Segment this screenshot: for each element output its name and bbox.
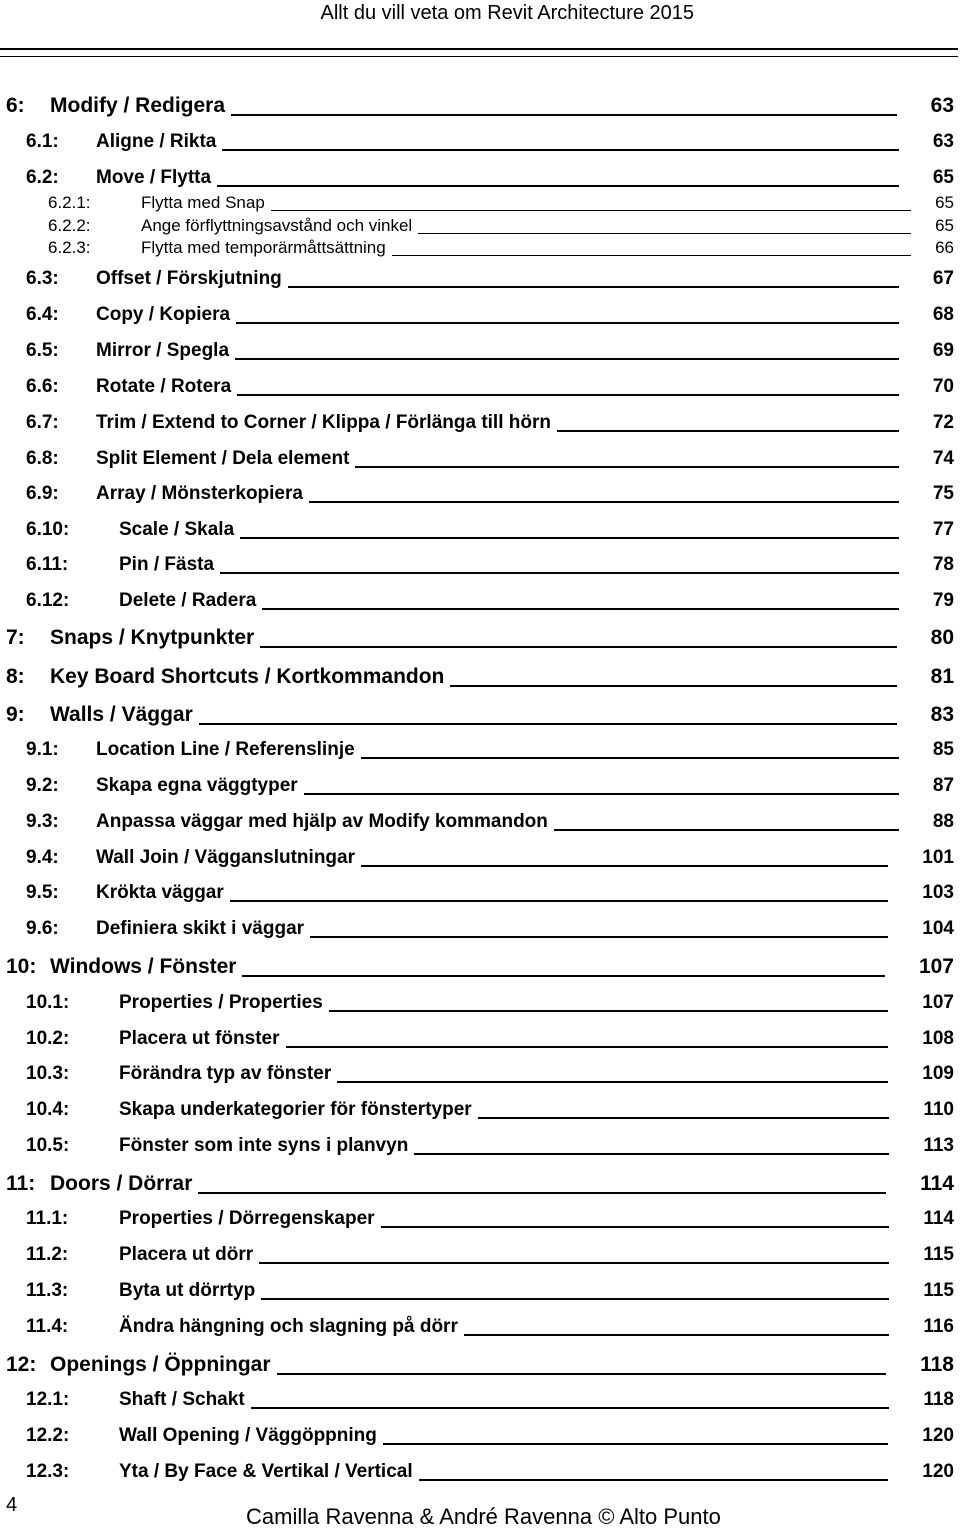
toc-leader-line — [271, 210, 911, 211]
toc-entry-title: Placera ut dörr — [119, 1244, 254, 1265]
toc-entry[interactable] — [0, 847, 954, 869]
toc-leader-line — [329, 1010, 889, 1012]
toc-entry[interactable] — [0, 167, 954, 189]
toc-entry-page: 65 — [935, 216, 954, 235]
toc-entry-title: Fönster som inte syns i planvyn — [119, 1135, 409, 1156]
toc-entry-page: 78 — [932, 554, 954, 575]
toc-leader-line — [304, 793, 899, 795]
toc-leader-line — [464, 1334, 890, 1336]
toc-entry-title: Offset / Förskjutning — [96, 268, 282, 289]
toc-leader-line — [231, 114, 897, 116]
toc-entry-page: 77 — [932, 519, 954, 540]
toc-leader-line — [478, 1117, 890, 1119]
toc-entry-title: Byta ut dörrtyp — [119, 1280, 256, 1301]
toc-entry-page: 80 — [930, 626, 954, 649]
toc-entry-page: 63 — [932, 131, 954, 152]
toc-leader-line — [310, 936, 888, 938]
toc-entry[interactable] — [0, 626, 954, 650]
toc-entry[interactable] — [0, 590, 954, 612]
toc-leader-line — [261, 1298, 889, 1300]
toc-entry[interactable] — [0, 1425, 954, 1447]
toc-entry[interactable] — [0, 340, 954, 362]
toc-leader-line — [286, 1046, 889, 1048]
page-number: 4 — [6, 1494, 18, 1516]
toc-leader-line — [277, 1373, 887, 1375]
toc-leader-line — [383, 1443, 888, 1445]
toc-entry[interactable] — [0, 1461, 954, 1483]
toc-entry-page: 101 — [922, 847, 954, 868]
toc-entry[interactable] — [0, 448, 954, 470]
toc-entry[interactable] — [0, 1028, 954, 1050]
toc-leader-line — [262, 608, 899, 610]
toc-entry-page: 104 — [922, 918, 954, 939]
toc-entry-title: Split Element / Dela element — [96, 448, 350, 469]
toc-leader-line — [361, 757, 899, 759]
toc-entry-title: Move / Flytta — [96, 167, 212, 188]
toc-leader-line — [355, 466, 898, 468]
toc-entry-number: 6.7: — [26, 412, 59, 433]
toc-entry-title: Trim / Extend to Corner / Klippa / Förlänga till hörn — [96, 412, 551, 433]
toc-entry-page: 103 — [922, 882, 954, 903]
toc-entry-number: 12.1: — [26, 1389, 70, 1410]
toc-entry[interactable] — [0, 1353, 954, 1377]
toc-entry-page: 118 — [923, 1389, 954, 1410]
toc-entry-number: 10.1: — [26, 992, 70, 1013]
toc-entry-page: 65 — [932, 167, 954, 188]
toc-entry-number: 9.6: — [26, 918, 59, 939]
toc-entry[interactable] — [0, 131, 954, 153]
toc-entry[interactable] — [0, 412, 954, 434]
toc-entry[interactable] — [0, 1172, 954, 1196]
toc-entry-number: 6.11: — [26, 554, 69, 575]
toc-entry-title: Location Line / Referenslinje — [96, 739, 355, 760]
toc-entry[interactable] — [0, 811, 954, 833]
toc-entry-title: Array / Mönsterkopiera — [96, 483, 303, 504]
toc-entry[interactable] — [0, 955, 954, 979]
toc-leader-line — [414, 1153, 889, 1155]
toc-entry[interactable] — [0, 376, 954, 398]
toc-leader-line — [381, 1226, 890, 1228]
toc-entry-title: Copy / Kopiera — [96, 304, 231, 325]
toc-entry-number: 7: — [6, 626, 25, 649]
toc-entry-number: 11.3: — [26, 1280, 69, 1301]
toc-entry-page: 115 — [923, 1280, 954, 1301]
toc-entry-number: 6.2.3: — [48, 238, 91, 257]
toc-entry-page: 66 — [935, 238, 954, 257]
toc-entry-title: Scale / Skala — [119, 519, 235, 540]
toc-entry[interactable] — [0, 739, 954, 761]
toc-entry-number: 9.2: — [26, 775, 59, 796]
toc-entry-page: 68 — [932, 304, 954, 325]
footer-credits: Camilla Ravenna & André Ravenna © Alto Punto — [246, 1504, 721, 1529]
toc-entry-title: Wall Opening / Väggöppning — [119, 1425, 377, 1446]
toc-leader-line — [240, 537, 899, 539]
toc-entry-page: 110 — [923, 1099, 954, 1120]
toc-entry[interactable] — [0, 1099, 954, 1121]
toc-leader-line — [242, 975, 884, 977]
toc-entry-page: 65 — [935, 193, 954, 212]
toc-entry-page: 67 — [932, 268, 954, 289]
toc-entry[interactable] — [0, 918, 954, 940]
toc-entry-number: 10.4: — [26, 1099, 70, 1120]
toc-entry-title: Placera ut fönster — [119, 1028, 280, 1049]
toc-entry-number: 6.3: — [26, 268, 59, 289]
toc-entry-title: Förändra typ av fönster — [119, 1063, 332, 1084]
toc-entry-title: Skapa egna väggtyper — [96, 775, 298, 796]
toc-entry-page: 114 — [920, 1172, 954, 1195]
toc-entry-number: 6.2.2: — [48, 216, 91, 235]
toc-entry-title: Snaps / Knytpunkter — [50, 626, 255, 649]
toc-entry-title: Doors / Dörrar — [50, 1172, 193, 1195]
toc-entry[interactable] — [0, 1280, 954, 1302]
toc-leader-line — [220, 572, 899, 574]
toc-leader-line — [251, 1407, 890, 1409]
toc-entry-title: Delete / Radera — [119, 590, 257, 611]
toc-entry-page: 108 — [922, 1028, 954, 1049]
toc-entry-title: Walls / Väggar — [50, 703, 193, 726]
toc-entry[interactable] — [0, 1208, 954, 1230]
toc-leader-line — [419, 1479, 889, 1481]
toc-entry[interactable] — [0, 94, 954, 118]
toc-entry-page: 70 — [932, 376, 954, 397]
toc-entry-number: 6.9: — [26, 483, 59, 504]
toc-entry-page: 69 — [932, 340, 954, 361]
toc-entry-number: 9.5: — [26, 882, 59, 903]
toc-leader-line — [236, 322, 899, 324]
toc-entry[interactable] — [0, 304, 954, 326]
toc-entry-page: 79 — [932, 590, 954, 611]
toc-entry-number: 11.4: — [26, 1316, 69, 1337]
toc-entry-number: 8: — [6, 665, 25, 688]
toc-entry[interactable] — [0, 1316, 954, 1338]
toc-entry-title: Mirror / Spegla — [96, 340, 230, 361]
toc-entry-number: 9.1: — [26, 739, 59, 760]
toc-entry-title: Anpassa väggar med hjälp av Modify kommandon — [96, 811, 548, 832]
toc-entry-number: 6.5: — [26, 340, 59, 361]
toc-entry-number: 6.8: — [26, 448, 59, 469]
toc-entry[interactable] — [0, 483, 954, 505]
toc-entry-page: 118 — [920, 1353, 954, 1376]
toc-entry-page: 115 — [923, 1244, 954, 1265]
toc-entry-number: 6.4: — [26, 304, 59, 325]
toc-entry-number: 9.3: — [26, 811, 59, 832]
toc-entry-number: 9: — [6, 703, 25, 726]
toc-entry[interactable] — [0, 238, 954, 258]
toc-entry-title: Shaft / Schakt — [119, 1389, 245, 1410]
toc-entry[interactable] — [0, 703, 954, 727]
toc-entry-title: Properties / Properties — [119, 992, 323, 1013]
toc-entry-page: 109 — [922, 1063, 954, 1084]
toc-entry-title: Modify / Redigera — [50, 94, 226, 117]
toc-leader-line — [309, 501, 899, 503]
document-header-title: Allt du vill veta om Revit Architecture 2015 — [320, 2, 694, 24]
toc-entry-number: 10.3: — [26, 1063, 70, 1084]
toc-entry-page: 83 — [930, 703, 954, 726]
toc-entry[interactable] — [0, 1244, 954, 1266]
toc-entry-page: 87 — [932, 775, 954, 796]
toc-entry[interactable] — [0, 992, 954, 1014]
toc-entry-number: 11.2: — [26, 1244, 69, 1265]
toc-entry-title: Ändra hängning och slagning på dörr — [119, 1316, 458, 1337]
toc-entry-page: 75 — [932, 483, 954, 504]
toc-leader-line — [199, 723, 897, 725]
toc-entry-number: 10.2: — [26, 1028, 70, 1049]
toc-entry[interactable] — [0, 193, 954, 213]
toc-entry-title: Flytta med Snap — [141, 193, 265, 212]
toc-entry-title: Ange förflyttningsavstånd och vinkel — [141, 216, 413, 235]
toc-leader-line — [260, 646, 896, 648]
toc-entry-page: 116 — [923, 1316, 954, 1337]
toc-leader-line — [259, 1262, 889, 1264]
toc-entry-title: Wall Join / Vägganslutningar — [96, 847, 355, 868]
toc-entry-number: 6.12: — [26, 590, 70, 611]
toc-entry-number: 6.10: — [26, 519, 70, 540]
toc-entry-number: 6.6: — [26, 376, 59, 397]
toc-entry-page: 107 — [918, 955, 954, 978]
toc-leader-line — [288, 286, 899, 288]
toc-entry-number: 10.5: — [26, 1135, 70, 1156]
toc-entry[interactable] — [0, 1063, 954, 1085]
toc-entry[interactable] — [0, 216, 954, 236]
toc-entry-title: Krökta väggar — [96, 882, 224, 903]
toc-leader-line — [450, 685, 896, 687]
toc-leader-line — [392, 255, 911, 256]
header-rule — [0, 48, 958, 50]
toc-leader-line — [361, 865, 888, 867]
toc-entry-title: Flytta med temporärmåttsättning — [141, 238, 386, 257]
toc-entry-page: 120 — [922, 1461, 954, 1482]
toc-entry-page: 113 — [923, 1135, 954, 1156]
toc-entry-title: Aligne / Rikta — [96, 131, 217, 152]
toc-entry-page: 88 — [932, 811, 954, 832]
toc-leader-line — [217, 185, 899, 187]
toc-entry[interactable] — [0, 519, 954, 541]
toc-leader-line — [557, 430, 899, 432]
toc-leader-line — [418, 233, 911, 234]
toc-entry-number: 6.2.1: — [48, 193, 91, 212]
toc-entry-page: 114 — [923, 1208, 954, 1229]
toc-leader-line — [235, 358, 899, 360]
toc-entry-number: 11.1: — [26, 1208, 69, 1229]
toc-entry-title: Key Board Shortcuts / Kortkommandon — [50, 665, 445, 688]
toc-entry[interactable] — [0, 665, 954, 689]
toc-entry-page: 74 — [932, 448, 954, 469]
toc-entry-page: 81 — [930, 665, 954, 688]
toc-entry-number: 10: — [6, 955, 37, 978]
header-rule-thin — [0, 56, 958, 57]
toc-entry[interactable] — [0, 268, 954, 290]
toc-entry[interactable] — [0, 775, 954, 797]
toc-entry-page: 72 — [932, 412, 954, 433]
toc-entry-page: 120 — [922, 1425, 954, 1446]
toc-entry-number: 6.2: — [26, 167, 59, 188]
toc-entry-title: Pin / Fästa — [119, 554, 215, 575]
toc-entry-number: 6.1: — [26, 131, 59, 152]
toc-entry-title: Skapa underkategorier för fönstertyper — [119, 1099, 472, 1120]
toc-entry[interactable] — [0, 554, 954, 576]
toc-leader-line — [237, 394, 899, 396]
toc-entry[interactable] — [0, 1135, 954, 1157]
toc-entry-number: 11: — [6, 1172, 36, 1195]
toc-leader-line — [337, 1081, 888, 1083]
toc-entry[interactable] — [0, 1389, 954, 1411]
toc-entry-title: Windows / Fönster — [50, 955, 237, 978]
toc-entry-title: Definiera skikt i väggar — [96, 918, 305, 939]
toc-entry-number: 9.4: — [26, 847, 59, 868]
toc-entry-number: 6: — [6, 94, 25, 117]
toc-entry-number: 12: — [6, 1353, 37, 1376]
toc-entry-title: Openings / Öppningar — [50, 1353, 271, 1376]
toc-entry-number: 12.2: — [26, 1425, 70, 1446]
toc-entry[interactable] — [0, 882, 954, 904]
toc-entry-title: Properties / Dörregenskaper — [119, 1208, 375, 1229]
toc-entry-page: 107 — [922, 992, 954, 1013]
toc-leader-line — [198, 1192, 886, 1194]
toc-entry-number: 12.3: — [26, 1461, 70, 1482]
toc-entry-title: Yta / By Face & Vertikal / Vertical — [119, 1461, 413, 1482]
toc-leader-line — [222, 149, 899, 151]
toc-leader-line — [230, 900, 889, 902]
toc-entry-page: 63 — [930, 94, 954, 117]
toc-leader-line — [554, 829, 899, 831]
toc-entry-page: 85 — [932, 739, 954, 760]
toc-entry-title: Rotate / Rotera — [96, 376, 232, 397]
